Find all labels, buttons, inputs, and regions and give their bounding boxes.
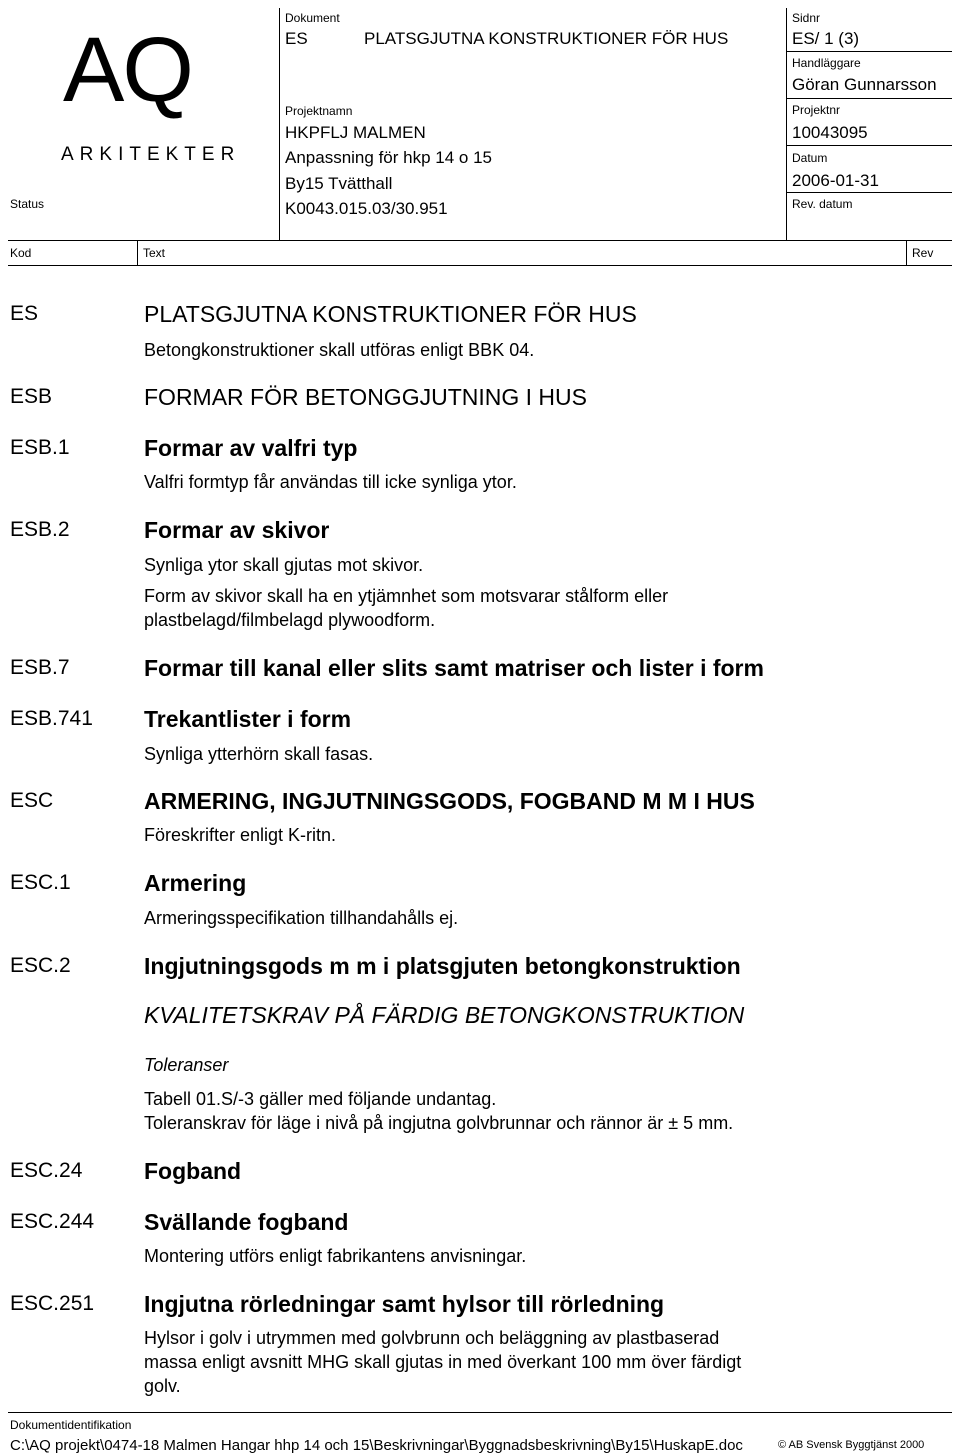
column-rev: Rev xyxy=(912,246,934,260)
quality-subtitle: Toleranser xyxy=(144,1055,229,1075)
section-heading: Trekantlister i form xyxy=(144,706,352,732)
projektnamn-line: K0043.015.03/30.951 xyxy=(285,199,448,218)
section-code: ESC.24 xyxy=(10,1159,83,1182)
projektnamn-line: By15 Tvätthall xyxy=(285,174,393,193)
section-code: ESB.1 xyxy=(10,436,70,459)
projektnamn-line: HKPFLJ MALMEN xyxy=(285,123,426,142)
footer-copyright: © AB Svensk Byggtjänst 2000 xyxy=(778,1439,925,1451)
sidnr-label: Sidnr xyxy=(792,11,821,25)
section-text: Betongkonstruktioner skall utföras enligt BBK 04. xyxy=(144,340,535,360)
projektnamn-label: Projektnamn xyxy=(285,104,353,118)
column-kod: Kod xyxy=(10,246,32,260)
section-text: Föreskrifter enligt K-ritn. xyxy=(144,825,337,845)
section-text: Armeringsspecifikation tillhandahålls ej. xyxy=(144,908,459,928)
quality-text: Tabell 01.S/-3 gäller med följande undantag. xyxy=(144,1089,497,1109)
logo-mark: AQ xyxy=(63,19,192,121)
dokument-label: Dokument xyxy=(285,11,340,25)
section-text: Hylsor i golv i utrymmen med golvbrunn och beläggning av plastbaserad xyxy=(144,1328,720,1348)
handlaggare-label: Handläggare xyxy=(792,56,861,70)
datum-value: 2006-01-31 xyxy=(792,171,879,190)
section-code: ESC.2 xyxy=(10,954,71,977)
section-text: golv. xyxy=(144,1376,181,1396)
section-code: ESC.251 xyxy=(10,1292,95,1315)
section-code: ESC.244 xyxy=(10,1210,95,1233)
section-text: plastbelagd/filmbelagd plywoodform. xyxy=(144,610,436,630)
section-heading: Ingjutningsgods m m i platsgjuten betongkonstruktion xyxy=(144,953,741,979)
section-heading: Armering xyxy=(144,870,247,896)
section-code: ESC.1 xyxy=(10,871,71,894)
section-heading: Formar av skivor xyxy=(144,517,330,543)
section-text: massa enligt avsnitt MHG skall gjutas in med överkant 100 mm över färdigt xyxy=(144,1352,742,1372)
status-label: Status xyxy=(10,197,45,211)
quality-text: Toleranskrav för läge i nivå på ingjutna golvbrunnar och rännor är ± 5 mm. xyxy=(144,1113,734,1133)
section-heading: Fogband xyxy=(144,1158,242,1184)
footer-path: C:\AQ projekt\0474-18 Malmen Hangar hhp 14 och 15\Beskrivningar\Byggnadsbeskrivning\By15\HuskapE.doc xyxy=(10,1437,743,1454)
logo xyxy=(55,19,241,170)
section-text: Form av skivor skall ha en ytjämnhet som motsvarar stålform eller xyxy=(144,586,669,606)
projektnr-value: 10043095 xyxy=(792,123,868,142)
handlaggare-value: Göran Gunnarsson xyxy=(792,75,937,94)
section-heading: PLATSGJUTNA KONSTRUKTIONER FÖR HUS xyxy=(144,301,637,327)
section-code: ESB.741 xyxy=(10,707,93,730)
section-text: Valfri formtyp får användas till icke synliga ytor. xyxy=(144,472,517,492)
section-heading: Svällande fogband xyxy=(144,1209,349,1235)
section-text: Montering utförs enligt fabrikantens anvisningar. xyxy=(144,1246,527,1266)
section-code: ESB.7 xyxy=(10,656,70,679)
dokument-code: ES xyxy=(285,29,308,48)
logo-subtext: ARKITEKTER xyxy=(61,144,241,165)
section-text: Synliga ytterhörn skall fasas. xyxy=(144,744,374,764)
sidnr-value: ES/ 1 (3) xyxy=(792,29,860,48)
section-code: ESC xyxy=(10,789,54,812)
dokument-title: PLATSGJUTNA KONSTRUKTIONER FÖR HUS xyxy=(364,29,729,48)
section-heading: Formar av valfri typ xyxy=(144,435,358,461)
section-heading: ARMERING, INGJUTNINGSGODS, FOGBAND M M I HUS xyxy=(144,788,755,814)
footer-id-label: Dokumentidentifikation xyxy=(10,1418,132,1432)
section-heading: Formar till kanal eller slits samt matriser och lister i form xyxy=(144,655,764,681)
section-text: Synliga ytor skall gjutas mot skivor. xyxy=(144,555,424,575)
revdatum-label: Rev. datum xyxy=(792,197,853,211)
section-heading: Ingjutna rörledningar samt hylsor till rörledning xyxy=(144,1291,665,1317)
quality-title: KVALITETSKRAV PÅ FÄRDIG BETONGKONSTRUKTION xyxy=(144,1002,745,1028)
column-text: Text xyxy=(143,246,166,260)
section-heading: FORMAR FÖR BETONGGJUTNING I HUS xyxy=(144,384,587,410)
datum-label: Datum xyxy=(792,151,828,165)
section-code: ESB.2 xyxy=(10,518,70,541)
section-code: ES xyxy=(10,302,39,325)
projektnamn-line: Anpassning för hkp 14 o 15 xyxy=(285,148,492,167)
section-code: ESB xyxy=(10,385,53,408)
projektnr-label: Projektnr xyxy=(792,103,841,117)
